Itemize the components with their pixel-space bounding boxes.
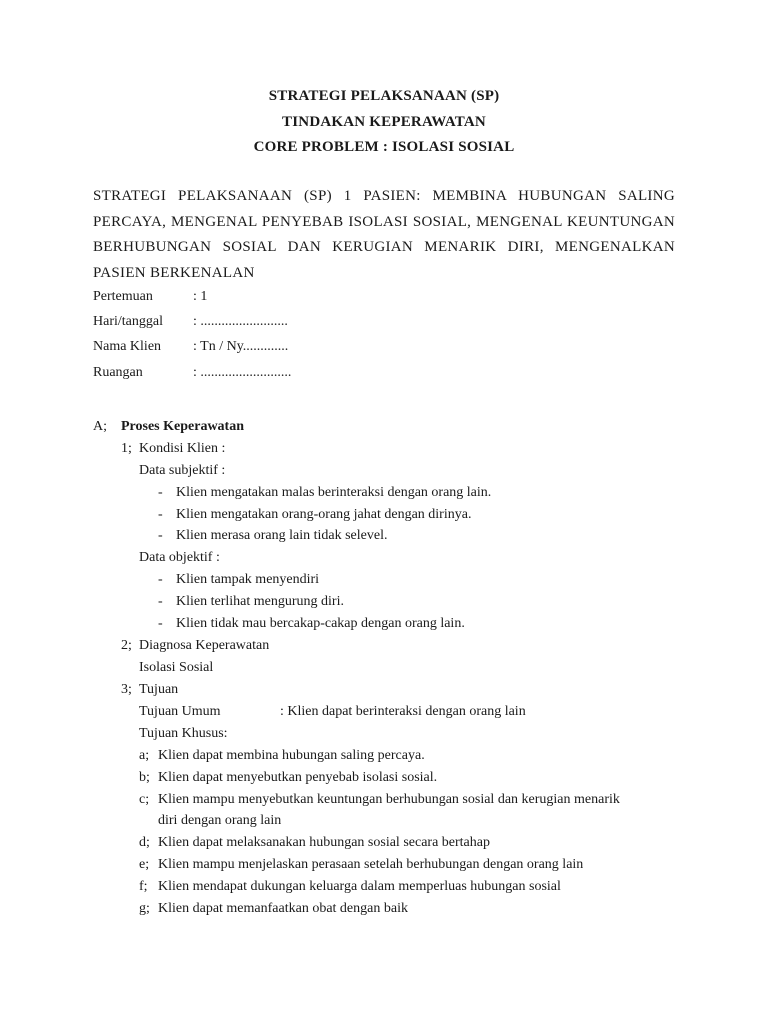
- field-label: Ruangan: [93, 365, 143, 380]
- list-item: Klien tidak mau bercakap-cakap dengan orang lain.: [176, 616, 465, 631]
- goal-marker: b;: [139, 770, 150, 785]
- diagnosis-value: Isolasi Sosial: [139, 660, 214, 675]
- general-goal-label: Tujuan Umum: [139, 704, 221, 719]
- goal-item: Klien mampu menyebutkan keuntungan berhubungan sosial dan kerugian menarik: [158, 792, 620, 807]
- field-label: Hari/tanggal: [93, 314, 163, 329]
- item-1-heading: Kondisi Klien :: [139, 441, 226, 456]
- item-3-marker: 3;: [121, 682, 132, 697]
- section-a-heading: Proses Keperawatan: [121, 419, 244, 434]
- sp-intro-paragraph: STRATEGI PELAKSANAAN (SP) 1 PASIEN: MEMBINA HUBUNGAN SALING PERCAYA, MENGENAL PENYEBAB ISOLASI SOSIAL, MENGENAL KEUNTUNGAN BERHUBUNGAN SOSIAL DAN KERUGIAN MENARIK DIRI, MENGENALKAN PASIEN BERKENALAN: [93, 188, 675, 281]
- field-value: : ..........................: [193, 365, 292, 380]
- specific-goals-label: Tujuan Khusus:: [139, 726, 228, 741]
- list-bullet: -: [158, 507, 163, 522]
- subjective-data-label: Data subjektif :: [139, 463, 226, 478]
- list-bullet: -: [158, 485, 163, 500]
- list-bullet: -: [158, 528, 163, 543]
- document-subtitle: TINDAKAN KEPERAWATAN: [282, 114, 486, 130]
- list-item: Klien terlihat mengurung diri.: [176, 594, 344, 609]
- goal-marker: e;: [139, 857, 150, 872]
- goal-marker: f;: [139, 879, 148, 894]
- goal-item: Klien mendapat dukungan keluarga dalam memperluas hubungan sosial: [158, 879, 561, 894]
- list-bullet: -: [158, 594, 163, 609]
- item-3-heading: Tujuan: [139, 682, 179, 697]
- goal-item: Klien dapat memanfaatkan obat dengan baik: [158, 901, 408, 916]
- goal-marker: a;: [139, 748, 150, 763]
- goal-marker: d;: [139, 835, 150, 850]
- goal-item: Klien dapat membina hubungan saling percaya.: [158, 748, 425, 763]
- list-bullet: -: [158, 616, 163, 631]
- item-2-heading: Diagnosa Keperawatan: [139, 638, 270, 653]
- goal-item: Klien dapat menyebutkan penyebab isolasi sosial.: [158, 770, 438, 785]
- field-value: : Tn / Ny.............: [193, 339, 289, 354]
- list-item: Klien tampak menyendiri: [176, 572, 320, 587]
- field-value: : 1: [193, 289, 208, 304]
- core-problem-heading: CORE PROBLEM : ISOLASI SOSIAL: [253, 139, 515, 155]
- field-label: Pertemuan: [93, 289, 153, 304]
- list-item: Klien mengatakan malas berinteraksi dengan orang lain.: [176, 485, 492, 500]
- list-item: Klien merasa orang lain tidak selevel.: [176, 528, 388, 543]
- goal-item: Klien dapat melaksanakan hubungan sosial secara bertahap: [158, 835, 490, 850]
- list-item: Klien mengatakan orang-orang jahat dengan dirinya.: [176, 507, 472, 522]
- field-label: Nama Klien: [93, 339, 162, 354]
- general-goal-value: : Klien dapat berinteraksi dengan orang lain: [280, 704, 526, 719]
- list-bullet: -: [158, 572, 163, 587]
- item-1-marker: 1;: [121, 441, 132, 456]
- goal-marker: g;: [139, 901, 150, 916]
- field-value: : .........................: [193, 314, 288, 329]
- section-a-marker: A;: [93, 419, 107, 434]
- objective-data-label: Data objektif :: [139, 550, 220, 565]
- goal-item-continuation: diri dengan orang lain: [158, 813, 282, 828]
- item-2-marker: 2;: [121, 638, 132, 653]
- goal-item: Klien mampu menjelaskan perasaan setelah berhubungan dengan orang lain: [158, 857, 584, 872]
- goal-marker: c;: [139, 792, 150, 807]
- document-title: STRATEGI PELAKSANAAN (SP): [268, 88, 500, 104]
